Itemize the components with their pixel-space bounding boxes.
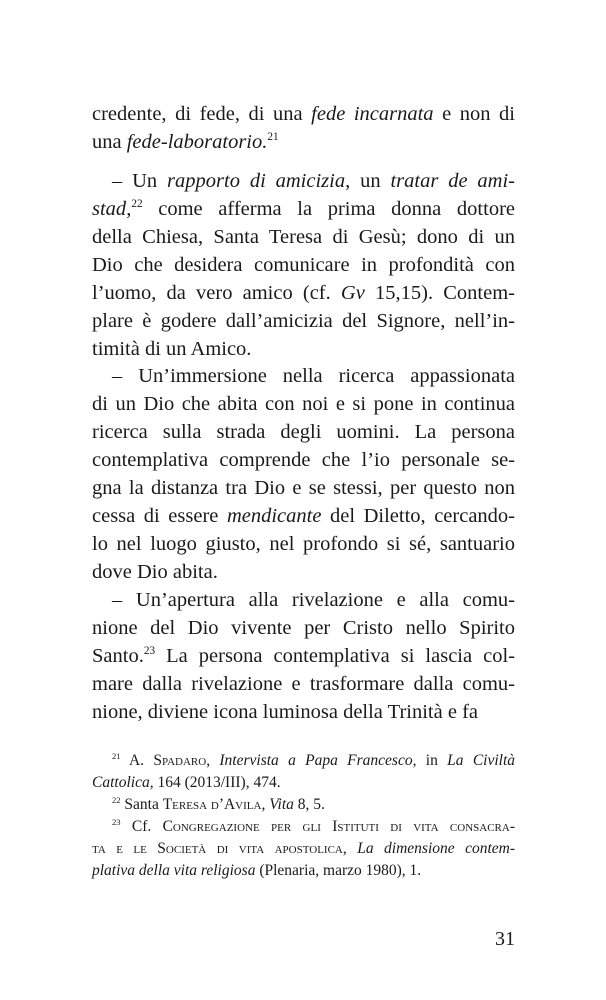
text-run: , xyxy=(206,752,220,769)
text-run: Dio che desidera comunicare in profondità con xyxy=(92,254,515,276)
text-run: nione, diviene icona luminosa della Trinità e fa xyxy=(92,701,478,723)
text-run: Vita xyxy=(269,796,294,813)
paragraph-4 xyxy=(92,586,515,726)
text-run: ta e le Società di vita apostolica xyxy=(92,840,343,857)
text-run: , in xyxy=(412,752,448,769)
text-run: fede-laboratorio. xyxy=(126,131,268,153)
body-line xyxy=(92,614,515,642)
body-line xyxy=(92,251,515,279)
text-run: Gv xyxy=(340,282,365,304)
text-run: Teresa d’Avila xyxy=(162,796,262,813)
body-line xyxy=(92,530,515,558)
footnote-line xyxy=(92,860,515,882)
text-run: A. xyxy=(120,752,154,769)
text-run: Congregazione per gli Istituti di vita consacra- xyxy=(162,818,516,835)
body-line xyxy=(92,167,515,195)
text-run: La Civiltà xyxy=(447,752,516,769)
footnote-marker: 23 xyxy=(143,645,156,658)
text-run: di un Dio che abita con noi e si pone in continua xyxy=(92,393,515,415)
text-run: mendicante xyxy=(226,505,322,527)
footnote-line xyxy=(92,750,515,772)
text-run: lo nel luogo giusto, nel profondo si sé, santuario xyxy=(92,533,515,555)
text-run: plare è godere dall’amicizia del Signore, nell’in- xyxy=(92,310,515,332)
paragraph-3 xyxy=(92,362,515,586)
text-run: nione del Dio vivente per Cristo nello Spirito xyxy=(92,617,515,639)
footnote-marker: 22 xyxy=(112,795,121,806)
body-line xyxy=(92,335,515,363)
body-line xyxy=(92,223,515,251)
text-run: plativa della vita religiosa xyxy=(92,862,256,879)
body-line xyxy=(92,474,515,502)
text-run: – Un’immersione nella ricerca appassionata xyxy=(112,365,515,387)
text-run: l’uomo, da vero amico (cf. xyxy=(92,282,341,304)
text-run: come afferma la prima donna dottore xyxy=(142,198,515,220)
footnote-line xyxy=(92,816,515,838)
text-run: una xyxy=(92,131,127,153)
text-run: contemplativa comprende che l’io personale se- xyxy=(92,449,515,471)
text-run: , xyxy=(261,796,270,813)
text-run: (Plenaria, marzo 1980), 1. xyxy=(255,862,422,879)
footnotes xyxy=(92,750,515,882)
text-run: stad xyxy=(92,198,127,220)
text-run: e non di xyxy=(433,103,515,125)
text-run: Santo. xyxy=(92,645,144,667)
body-line xyxy=(92,279,515,307)
body-line xyxy=(92,362,515,390)
text-run: , xyxy=(126,198,132,220)
text-run: Cattolica xyxy=(92,774,150,791)
text-run: , un xyxy=(345,170,391,192)
text-run: La persona contemplativa si lascia col- xyxy=(155,645,515,667)
paragraph-2 xyxy=(92,167,515,363)
text-run: gna la distanza tra Dio e se stessi, per questo non xyxy=(92,477,515,499)
text-run: mare dalla rivelazione e trasformare dalla comu- xyxy=(92,673,515,695)
text-run: – Un’apertura alla rivelazione e alla comu- xyxy=(112,589,515,611)
text-run: 8, 5. xyxy=(293,796,325,813)
body-line xyxy=(92,307,515,335)
body-line xyxy=(92,418,515,446)
text-run: tratar de ami- xyxy=(390,170,515,192)
body-line xyxy=(92,100,515,128)
text-run: fede incarnata xyxy=(311,103,434,125)
text-run: del Diletto, cercando- xyxy=(321,505,515,527)
body-line xyxy=(92,586,515,614)
body-line xyxy=(92,670,515,698)
body-line xyxy=(92,502,515,530)
body-line xyxy=(92,698,515,726)
body-line xyxy=(92,558,515,586)
footnote-line xyxy=(92,838,515,860)
text-run: dove Dio abita. xyxy=(92,561,218,583)
footnote-line xyxy=(92,794,515,816)
text-run: – Un xyxy=(112,170,168,192)
body-line xyxy=(92,390,515,418)
footnote-marker: 23 xyxy=(112,817,121,828)
text-run: Spadaro xyxy=(153,752,207,769)
body-line xyxy=(92,195,515,223)
text-run: La dimensione contem- xyxy=(357,840,516,857)
body-line xyxy=(92,642,515,670)
footnote-marker: 22 xyxy=(131,198,143,211)
text-run: credente, di fede, di una xyxy=(92,103,312,125)
text-run: Santa xyxy=(120,796,163,813)
page-number: 31 xyxy=(495,928,515,950)
text-run: cessa di essere xyxy=(92,505,227,527)
text-run: Intervista a Papa Francesco xyxy=(219,752,413,769)
paragraph-1 xyxy=(92,100,515,156)
text-run: , xyxy=(342,840,358,857)
text-run: 15,15). Contem- xyxy=(364,282,515,304)
body-line xyxy=(92,128,515,156)
text-run: della Chiesa, Santa Teresa di Gesù; dono di un xyxy=(92,226,515,248)
text-run: rapporto di amicizia xyxy=(167,170,346,192)
footnote-line xyxy=(92,772,515,794)
text-run: timità di un Amico. xyxy=(92,338,252,360)
footnote-marker: 21 xyxy=(112,751,121,762)
text-run: Cf. xyxy=(120,818,163,835)
footnote-marker: 21 xyxy=(267,131,279,144)
text-run: ricerca sulla strada degli uomini. La persona xyxy=(92,421,515,443)
text-run: , 164 (2013/III), 474. xyxy=(149,774,281,791)
body-line xyxy=(92,446,515,474)
